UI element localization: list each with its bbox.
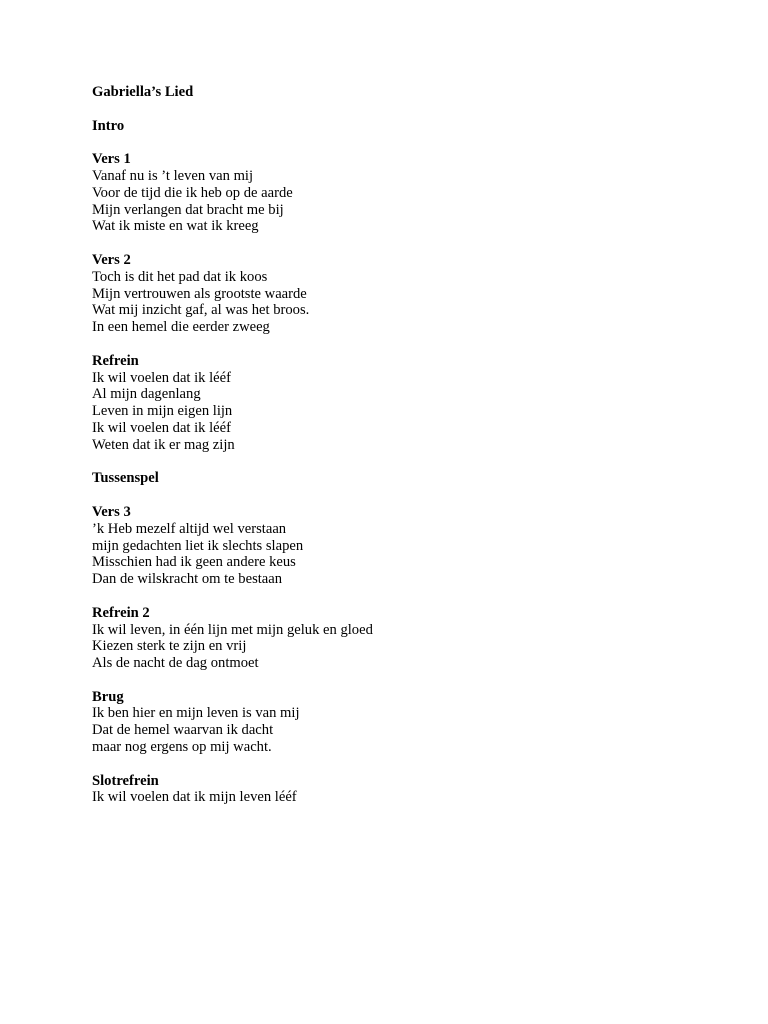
section-slotrefrein [92,773,712,807]
section-heading: Vers 3 [92,503,131,520]
lyric-line: Ik ben hier en mijn leven is van mij [92,705,300,722]
section-brug [92,689,712,756]
lyric-line: Vanaf nu is ’t leven van mij [92,167,254,184]
lyric-line: Weten dat ik er mag zijn [92,436,235,453]
lyric-line: Dan de wilskracht om te bestaan [92,571,283,588]
lyric-line: Wat mij inzicht gaf, al was het broos. [92,302,310,319]
section-refrein [92,353,712,454]
lyric-line: Voor de tijd die ik heb op de aarde [92,184,293,201]
lyric-line: Ik wil leven, in één lijn met mijn geluk en gloed [92,621,373,638]
document-title: Gabriella’s Lied [92,84,194,100]
section-heading: Vers 1 [92,151,131,168]
lyric-line: mijn gedachten liet ik slechts slapen [92,537,304,554]
lyric-line: Ik wil voelen dat ik mijn leven lééf [92,789,297,806]
section-tussenspel [92,470,712,487]
lyric-line: In een hemel die eerder zweeg [92,319,270,336]
section-refrein-2 [92,605,712,672]
lyric-line: maar nog ergens op mij wacht. [92,739,272,756]
document-page [92,84,712,806]
lyric-line: Als de nacht de dag ontmoet [92,655,259,672]
lyric-line: ’k Heb mezelf altijd wel verstaan [92,520,287,537]
section-intro [92,118,712,135]
section-vers-2 [92,252,712,336]
section-vers-1 [92,151,712,235]
lyric-line: Ik wil voelen dat ik lééf [92,369,231,386]
lyric-line: Al mijn dagenlang [92,386,201,403]
lyric-line: Mijn verlangen dat bracht me bij [92,201,284,218]
section-heading: Intro [92,117,125,134]
section-heading: Refrein [92,352,139,369]
section-heading: Slotrefrein [92,772,159,789]
lyric-line: Toch is dit het pad dat ik koos [92,268,268,285]
section-heading: Vers 2 [92,251,131,268]
lyric-line: Kiezen sterk te zijn en vrij [92,638,247,655]
lyric-line: Dat de hemel waarvan ik dacht [92,722,274,739]
section-heading: Tussenspel [92,470,159,487]
lyric-line: Mijn vertrouwen als grootste waarde [92,285,307,302]
section-vers-3 [92,504,712,588]
section-heading: Refrein 2 [92,604,150,621]
lyric-line: Misschien had ik geen andere keus [92,554,296,571]
lyric-line: Leven in mijn eigen lijn [92,403,233,420]
section-heading: Brug [92,688,124,705]
lyric-line: Wat ik miste en wat ik kreeg [92,218,259,235]
lyric-line: Ik wil voelen dat ik lééf [92,419,231,436]
